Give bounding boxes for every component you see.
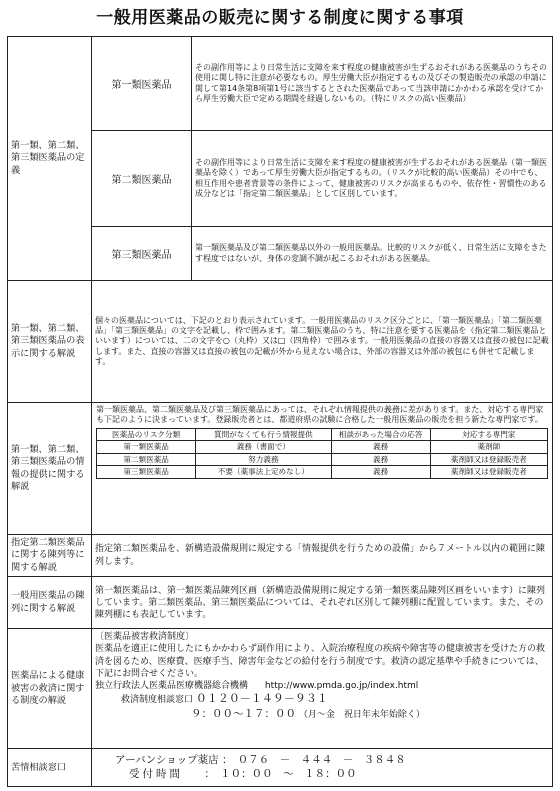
section6-content	[92, 629, 553, 749]
section7-label: 苦情相談窓口	[8, 749, 92, 787]
section5-text: 第一類医薬品は、第一類医薬品陳列区画（新構造設備規則に規定する第一類医薬品陳列区画をいいます）に陳列しています。第二類医薬品、第三類医薬品については、それぞれ区別して陳列棚に配置しています。また、その陳列棚にも表記しています。	[92, 577, 553, 629]
info-cell: 第二類医薬品	[97, 453, 196, 465]
info-cell: 薬剤師	[430, 441, 547, 453]
section4-text: 指定第二類医薬品を、新構造設備規則に規定する「情報提供を行うための設備」から７メートル以内の範囲に陳列します。	[92, 535, 553, 577]
relief-heading: 〔医薬品被害救済制度〕	[95, 632, 195, 643]
shop-phone: ： ０７６ － ４４４ － ３８４８	[222, 754, 406, 767]
section4-label: 指定第二類医薬品に関する陳列等に関する解説	[8, 535, 92, 577]
relief-url[interactable]: http://www.pmda.go.jp/index.html	[264, 680, 419, 691]
section2-text: 個々の医薬品については、下記のとおり表示されています。一般用医薬品のリスク区分ごとに、「第一類医薬品」「第二類医薬品」「第三類医薬品」の文字を記載し、枠で囲みます。第二類医薬品のうち、特に注意を要する医薬品を（指定第二類医薬品といいます）については、二の文字を○（丸枠）又は□（四角枠）で囲みます。一般用医薬品の直接の容器又は直接の被包に記載します。また、直接の容器又は直接の被包の記載が外から見えない場合は、外部の容器又は外部の被包にも併せて記載します。	[92, 281, 553, 403]
relief-org: 独立行政法人医薬品医療機器総合機構	[95, 680, 249, 691]
regulation-table	[7, 36, 553, 787]
section3-label: 第一類、第二類、第三類医薬品の情報の提供に関する解説	[8, 403, 92, 535]
category-2-name: 第二類医薬品	[92, 131, 192, 227]
relief-days: （月～金 祝日年末年始除く）	[298, 709, 425, 720]
info-header-cell: 医薬品のリスク分類	[97, 428, 196, 440]
table-row	[97, 441, 548, 453]
category-3-text: 第一類医薬品及び第二類医薬品以外の一般用医薬品。比較的リスクが低く、日常生活に支障をきたす程度ではないが、身体の変調不調が起こるおそれがある医薬品。	[192, 227, 553, 281]
shop-hours: ： １０：００ ～ １８：００	[204, 767, 357, 780]
shop-phone-line	[95, 754, 549, 768]
category-2-text: その副作用等により日常生活に支障を来す程度の健康被害が生ずるおそれがある医薬品（第一類医薬品を除く）であって厚生労働大臣が指定するもの。（リスクが比較的高い医薬品）その中でも、相互作用や患者背景等の条件によって、健康被害のリスクが高まるものや、依存性・習慣性のある成分などは「指定第二類医薬品」として区別しています。	[192, 131, 553, 227]
info-cell: 薬剤師又は登録販売者	[430, 453, 547, 465]
category-1-name: 第一類医薬品	[92, 37, 192, 131]
shop-hours-label: 受付時間	[129, 767, 183, 780]
relief-hours: ９：００～１７：００	[191, 707, 296, 720]
info-cell: 努力義務	[196, 453, 331, 465]
section5-label: 一般用医薬品の陳列に関する解説	[8, 577, 92, 629]
relief-phone: ０１２０－１４９－９３１	[195, 691, 328, 705]
section3-content	[92, 403, 553, 535]
info-header-cell: 対応する専門家	[430, 428, 547, 440]
relief-hours-line	[95, 707, 549, 721]
info-provision-table	[96, 428, 548, 479]
info-cell: 第一類医薬品	[97, 441, 196, 453]
section2-label: 第一類、第二類、第三類医薬品の表示に関する解説	[8, 281, 92, 403]
shop-hours-line	[95, 768, 549, 782]
info-cell: 義務	[331, 441, 430, 453]
relief-org-line	[95, 680, 549, 692]
info-table-header	[97, 428, 548, 440]
category-1-text: その副作用等により日常生活に支障を来す程度の健康被害が生ずるおそれがある医薬品のうちその使用に関し特に注意が必要なもの。厚生労働大臣が指定するもの及びその製造販売の承認の申請に関して第14条第8項第1号に該当するとされた医薬品であって当該申請にかかわる承認を受けてから厚生労働大臣で定める期間を経過しないもの。（特にリスクの高い医薬品）	[192, 37, 553, 131]
info-cell: 義務	[331, 453, 430, 465]
info-header-cell: 相談があった場合の応答	[331, 428, 430, 440]
relief-desk-line	[95, 692, 549, 707]
shop-name: アーバンショップ薬店	[115, 754, 219, 767]
info-cell: 不要（薬事法上定めなし）	[196, 466, 331, 478]
category-3-name: 第三類医薬品	[92, 227, 192, 281]
section3-text: 第一類医薬品、第二類医薬品及び第三類医薬品にあっては、それぞれ情報提供の義務に差があります。また、対応する専門家も下記のように決まっています。登録販売者とは、都道府県の試験に合格した一般用医薬品の販売を担う新たな専門家です。	[96, 405, 544, 425]
table-row	[97, 453, 548, 465]
info-cell: 第三類医薬品	[97, 466, 196, 478]
info-cell: 義務（書面で）	[196, 441, 331, 453]
info-header-cell: 質問がなくても行う情報提供	[196, 428, 331, 440]
section7-content	[92, 749, 553, 787]
relief-desk: 救済制度相談窓口	[121, 694, 194, 705]
info-cell: 薬剤師又は登録販売者	[430, 466, 547, 478]
page-title: 一般用医薬品の販売に関する制度に関する事項	[96, 8, 464, 28]
info-cell: 義務	[331, 466, 430, 478]
section6-label: 医薬品による健康被害の救済に関する制度の解説	[8, 629, 92, 749]
relief-text: 医薬品を適正に使用したにもかかわらず副作用により、入院治療程度の疾病や障害等の健康被害を受けた方の救済を図るため、医療費、医療手当、障害年金などの給付を行う制度です。救済の認定基準や手続きについては、下記にお問合せください。	[95, 644, 546, 679]
section1-label: 第一類、第二類、第三類医薬品の定義	[8, 37, 92, 281]
table-row	[97, 466, 548, 478]
